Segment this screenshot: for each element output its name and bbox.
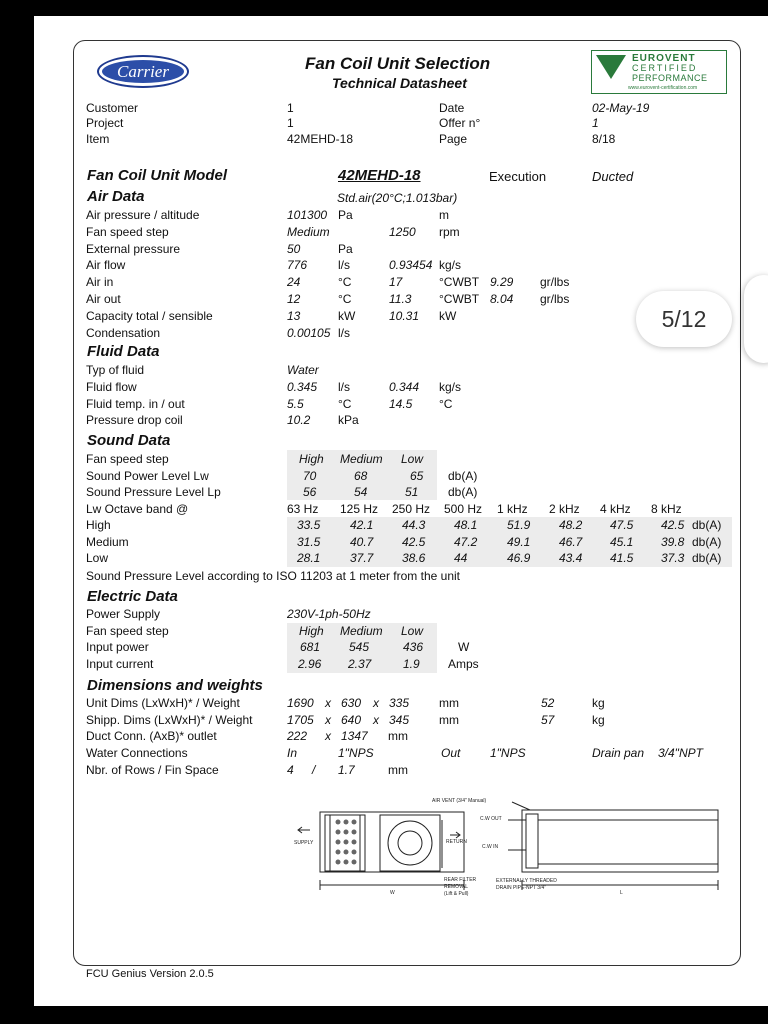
ship-dims-label: Shipp. Dims (LxWxH)* / Weight [86,713,253,727]
air-row-label: Fan speed step [86,224,169,239]
air-row-unit3: gr/lbs [540,275,570,290]
octave-cell: 40.7 [350,534,374,549]
sound-power-label: Sound Power Level Lw [86,469,209,483]
duct-a: 222 [287,729,308,743]
input-power-high: 681 [300,640,321,654]
sound-speed-high: High [299,452,324,466]
sound-pressure-low: 51 [405,485,419,499]
octave-cell: 28.1 [297,551,321,565]
fluid-row-value1: 5.5 [287,396,304,411]
input-power-low: 436 [403,640,424,654]
fan-housing [380,815,440,871]
air-row-unit2: °CWBT [439,292,480,306]
unit-dims-label: Unit Dims (LxWxH)* / Weight [86,696,240,710]
fluid-row-unit2: kg/s [439,379,462,394]
octave-cell: 44.3 [402,518,426,532]
cw-in-label: C.W IN [482,844,499,850]
execution-label: Execution [489,169,547,184]
air-row-label: Air in [86,275,114,290]
next-page-button[interactable] [744,275,768,363]
octave-cell: 42.1 [350,518,374,532]
octave-row-unit: db(A) [692,534,722,549]
octave-band-header: 8 kHz [651,502,682,516]
eurovent-line3: PERFORMANCE [632,73,708,83]
octave-band-header: 4 kHz [600,502,631,516]
air-row-unit2: kg/s [439,258,462,273]
water-conn-label: Water Connections [86,746,188,760]
input-power-medium: 545 [349,640,370,654]
octave-cell: 41.5 [610,551,634,565]
air-row-value2: 1250 [389,224,416,239]
octave-cell: 51.9 [507,518,531,532]
return-label: RETURN [446,839,467,845]
fin-unit: mm [388,763,408,777]
octave-band-header: 1 kHz [497,502,528,516]
input-current-label: Input current [86,657,154,671]
drain-pan-value: 3/4"NPT [658,746,703,760]
fluid-data-title: Fluid Data [87,343,160,360]
water-out-value: 1"NPS [490,746,526,760]
electric-speed-low: Low [401,624,424,638]
air-row-value1: 24 [287,275,301,290]
rows-value: 4 [287,763,294,777]
electric-speed-medium: Medium [340,624,383,638]
water-in-value: 1"NPS [338,746,374,760]
octave-cell: 49.1 [507,534,531,549]
octave-row-label: High [86,518,111,532]
item-value: 42MEHD-18 [287,132,354,146]
air-row-unit1: Pa [338,208,353,222]
carrier-logo-text: Carrier [102,60,184,83]
fluid-row-unit1: °C [338,396,352,411]
fluid-row-label: Fluid flow [86,379,137,394]
octave-band-header: 63 Hz [287,502,319,516]
eurovent-logo [591,50,727,94]
unit-dims-l: 1690 [287,696,314,710]
rear-filter-label-3: (Lift & Pull) [444,891,469,897]
air-row-value1: Medium [287,224,330,239]
fluid-row-value1: 10.2 [287,413,311,428]
fluid-row-unit1: l/s [338,379,350,394]
ship-dims-w: 640 [341,713,362,727]
iso-note: Sound Pressure Level according to ISO 11203 at 1 meter from the unit [86,569,460,583]
air-row-unit3: gr/lbs [540,292,570,306]
air-row-value1: 101300 [287,208,328,222]
sound-pressure-high: 56 [303,485,317,499]
electric-data-title: Electric Data [87,588,178,605]
electric-speed-label: Fan speed step [86,624,169,638]
octave-cell: 33.5 [297,518,321,532]
air-row-unit2: kW [439,308,457,323]
project-label: Project [86,116,124,130]
customer-value: 1 [287,101,294,115]
air-row-value2: 0.93454 [389,258,433,273]
sound-pressure-unit: db(A) [448,485,478,499]
power-supply-value: 230V-1ph-50Hz [287,607,371,621]
std-air: Std.air(20°C;1.013bar) [337,191,458,205]
eurovent-line2: CERTIFIED [632,63,698,73]
octave-cell: 31.5 [297,534,321,549]
sound-speed-medium: Medium [340,452,383,466]
octave-band-header: 2 kHz [549,502,580,516]
air-row-value1: 50 [287,241,301,256]
sound-speed-low: Low [401,452,424,466]
date-value: 02-May-19 [592,101,650,115]
air-row-value2: 10.31 [389,308,420,323]
octave-row-unit: db(A) [692,551,722,565]
page-indicator: 5/12 [636,291,732,347]
project-value: 1 [287,116,294,130]
rear-filter-label-1: REAR FILTER [444,877,477,883]
octave-band-header: 500 Hz [444,502,483,516]
power-supply-label: Power Supply [86,607,161,621]
air-row-label: External pressure [86,241,181,256]
rows-fin-label: Nbr. of Rows / Fin Space [86,763,219,777]
ext-thread-label-1: EXTERNALLY THREADED [496,878,557,884]
sound-power-high: 70 [303,469,317,483]
ext-thread-label-2: DRAIN PIPE-NPT 3/4" [496,885,547,891]
ship-dims-h: 345 [389,713,410,727]
length-label: L [620,890,623,896]
doc-subtitle: Technical Datasheet [332,75,467,91]
fluid-row-label: Pressure drop coil [86,413,183,428]
ship-dims-unit: mm [439,713,459,727]
input-power-label: Input power [86,640,149,654]
sound-data-title: Sound Data [87,432,171,449]
ship-weight-unit: kg [592,713,605,727]
fluid-row-value2: 14.5 [389,396,413,411]
octave-row-label: Medium [86,534,129,549]
air-row-value3: 9.29 [490,275,514,290]
octave-cell: 37.7 [350,551,374,565]
unit-dims-x2: x [373,696,379,710]
air-row-label: Capacity total / sensible [86,308,213,323]
page-label: Page [439,132,468,146]
air-row-unit2: rpm [439,224,460,239]
unit-dims-x1: x [325,696,331,710]
octave-cell: 38.6 [402,551,426,565]
air-row-unit1: Pa [338,241,353,256]
ship-weight: 57 [541,713,555,727]
fin-value: 1.7 [338,763,355,777]
input-power-unit: W [458,640,470,654]
ship-dims-x1: x [325,713,331,727]
rear-filter-label-2: REMOVAL [444,884,469,890]
fluid-row-label: Typ of fluid [86,363,145,377]
footer-version: FCU Genius Version 2.0.5 [86,968,214,980]
octave-cell: 42.5 [661,518,685,532]
fluid-row-unit2: °C [439,396,453,411]
octave-cell: 43.4 [559,551,583,565]
sound-speed-label: Fan speed step [86,452,169,466]
fluid-row-unit1: kPa [338,413,359,428]
duct-b: 1347 [341,729,368,743]
unit-dims-unit: mm [439,696,459,710]
input-current-high: 2.96 [298,657,322,671]
air-row-unit1: kW [338,308,356,323]
page-value: 8/18 [592,132,616,146]
eurovent-url: www.eurovent-certification.com [628,85,698,91]
sound-pressure-medium: 54 [354,485,368,499]
air-row-unit2: m [439,208,449,222]
air-row-unit1: l/s [338,258,350,273]
octave-cell: 37.3 [661,551,685,565]
width-label: W [390,890,395,896]
octave-cell: 46.7 [559,534,583,549]
air-row-unit1: °C [338,292,352,306]
air-row-value1: 13 [287,308,301,323]
water-out-label: Out [441,746,461,760]
sound-power-low: 65 [410,469,424,483]
fluid-row-value1: Water [287,363,319,377]
side-view-body [522,810,718,872]
octave-row-label: Low [86,551,109,565]
air-vent-label: AIR VENT (3/4" Manual) [432,798,487,804]
octave-cell: 46.9 [507,551,531,565]
eurovent-line1: EUROVENT [632,53,696,64]
octave-cell: 45.1 [610,534,634,549]
input-current-medium: 2.37 [348,657,372,671]
octave-cell: 42.5 [402,534,426,549]
octave-cell: 48.1 [454,518,478,532]
dimensions-title: Dimensions and weights [87,677,263,694]
air-row-unit2: °CWBT [439,275,480,290]
sound-power-unit: db(A) [448,469,478,483]
air-row-value1: 12 [287,292,301,306]
air-row-unit1: l/s [338,325,350,340]
air-row-value2: 17 [389,275,403,290]
eurovent-triangle-icon [596,55,626,79]
air-row-label: Air flow [86,258,126,273]
octave-band-header: 250 Hz [392,502,431,516]
execution-value: Ducted [592,169,634,184]
unit-weight: 52 [541,696,555,710]
unit-dims-w: 630 [341,696,362,710]
air-row-value3: 8.04 [490,292,514,306]
rows-slash: / [312,763,316,777]
air-row-value1: 0.00105 [287,325,331,340]
octave-band-header: 125 Hz [340,502,379,516]
sound-power-medium: 68 [354,469,368,483]
water-in-label: In [287,746,298,760]
doc-title: Fan Coil Unit Selection [305,54,491,73]
air-row-label: Air pressure / altitude [86,208,200,222]
air-row-value2: 11.3 [389,292,412,306]
octave-cell: 39.8 [661,534,685,549]
unit-weight-unit: kg [592,696,605,710]
duct-x: x [325,729,331,743]
octave-cell: 47.5 [610,518,634,532]
electric-speed-high: High [299,624,324,638]
ship-dims-l: 1705 [287,713,314,727]
cw-out-label: C.W OUT [480,816,502,822]
carrier-logo [97,55,189,88]
drain-pan-label: Drain pan [592,746,645,760]
input-current-unit: Amps [448,657,479,671]
offer-label: Offer n° [439,116,481,130]
fluid-row-label: Fluid temp. in / out [86,396,185,411]
model-label: Fan Coil Unit Model [87,167,227,184]
air-data-title: Air Data [87,188,145,205]
air-row-unit1: °C [338,275,352,290]
sound-pressure-label: Sound Pressure Level Lp [86,485,221,499]
model-value: 42MEHD-18 [338,167,421,184]
date-label: Date [439,101,465,115]
octave-cell: 44 [454,551,468,565]
fluid-row-value2: 0.344 [389,379,420,394]
item-label: Item [86,132,110,146]
air-row-label: Air out [86,292,121,306]
octave-label: Lw Octave band @ [86,502,189,516]
unit-dims-h: 335 [389,696,410,710]
ship-dims-x2: x [373,713,379,727]
air-row-label: Condensation [86,325,161,340]
fan-wheel [388,821,432,865]
duct-unit: mm [388,729,408,743]
octave-cell: 48.2 [559,518,583,532]
customer-label: Customer [86,101,139,115]
fluid-row-value1: 0.345 [287,379,318,394]
octave-row-unit: db(A) [692,518,722,532]
air-row-value1: 776 [287,258,308,273]
supply-label: SUPPLY [294,840,314,846]
duct-conn-label: Duct Conn. (AxB)* outlet [86,729,217,743]
unit-drawing [290,790,730,900]
octave-cell: 47.2 [454,534,478,549]
input-current-low: 1.9 [403,657,420,671]
offer-value: 1 [592,116,599,130]
